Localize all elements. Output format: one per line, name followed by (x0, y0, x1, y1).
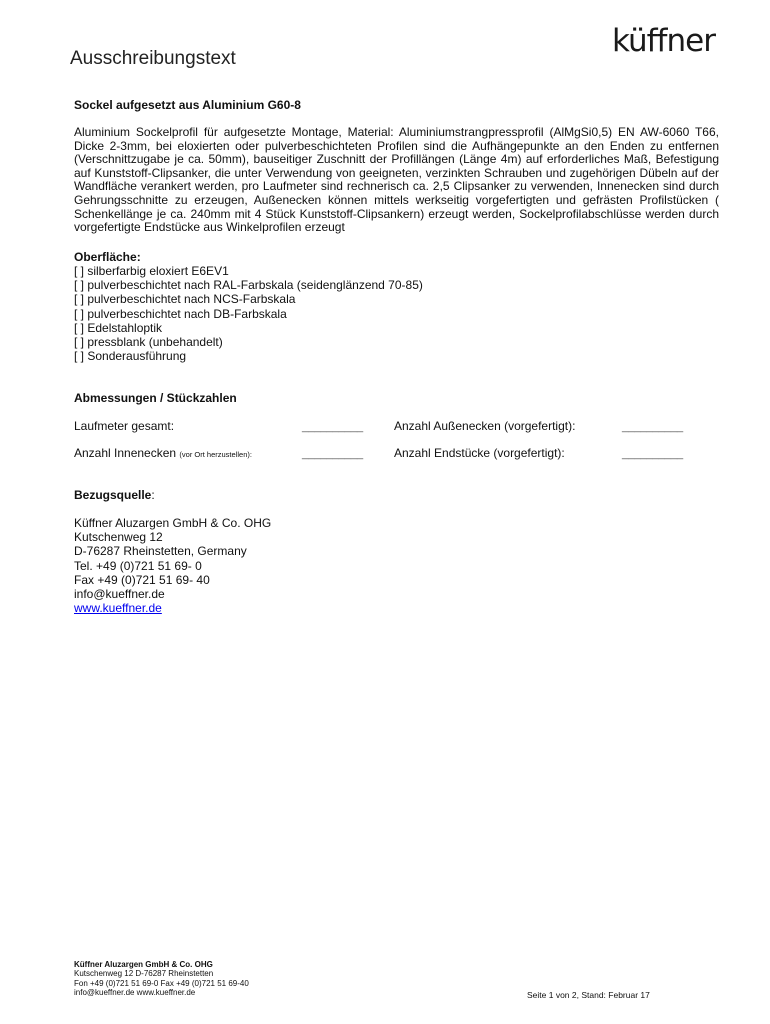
supplier-heading (74, 488, 155, 502)
supplier-company: Küffner Aluzargen GmbH & Co. OHG (74, 516, 272, 530)
innenecken-label (74, 446, 252, 460)
surface-heading: Oberfläche: (74, 250, 141, 264)
dimensions-heading: Abmessungen / Stückzahlen (74, 391, 237, 405)
footer-phone: Fon +49 (0)721 51 69-0 Fax +49 (0)721 51 69-40 (74, 978, 249, 988)
supplier-city: D-76287 Rheinstetten, Germany (74, 544, 247, 559)
page-title: Ausschreibungstext (70, 48, 236, 69)
surface-option: [ ] Edelstahloptik (74, 320, 163, 335)
supplier-fax: Fax +49 (0)721 51 69- 40 (74, 572, 210, 587)
surface-option: [ ] silberfarbig eloxiert E6EV1 (74, 264, 229, 278)
supplier-email: info@kueffner.de (74, 587, 165, 602)
surface-option: [ ] pulverbeschichtet nach DB-Farbskala (74, 306, 287, 321)
page-number: Seite 1 von 2, Stand: Februar 17 (527, 990, 650, 1000)
description-text: Aluminium Sockelprofil für aufgesetzte Montage, Material: Aluminiumstrangpressprofil (AlMgSi0,5) EN AW-6060 T66, Dicke 2-3mm, bei eloxierten oder pulverbeschichteten Profilen sind die Aufhängepunkte an den Enden zu entfernen (Verschnittzugabe je ca. 50mm), bauseitiger Zuschnitt der Profillängen (Länge 4m) auf erforderliches Maß, Befestigung auf Kunststoff-Clipsanker, die unter Verwendung von geeigneten, verzinkten Schrauben und zugehörigen Dübeln auf der Wandfläche verankert werden, pro Laufmeter sind rechnerisch ca. 2,5 Clipsanker zu verwenden, Innenecken sind durch Gehrungsschnitte zu erzeugen, Außenecken können mittels werkseitig vorgefertigten und gefrästen Profilstücken ( Schenkellänge je ca. 240mm mit 4 Stück Kunststoff-Clipsankern) erzeugt werden, Sockelprofilabschlüsse werden durch vorgefertigte Endstücke aus Winkelprofilen erzeugt (74, 125, 719, 235)
footer-company: Küffner Aluzargen GmbH & Co. OHG (74, 960, 213, 969)
supplier-street: Kutschenweg 12 (74, 530, 163, 545)
innenecken-blank: __________ (302, 448, 364, 460)
supplier-website-link[interactable]: www.kueffner.de (74, 601, 162, 616)
aussenecken-label: Anzahl Außenecken (vorgefertigt): (394, 419, 576, 433)
surface-option: [ ] pulverbeschichtet nach NCS-Farbskala (74, 292, 296, 307)
surface-option: [ ] pulverbeschichtet nach RAL-Farbskala (seidenglänzend 70-85) (74, 278, 423, 293)
supplier-heading-colon: : (151, 488, 155, 502)
innenecken-note: (vor Ort herzustellen): (179, 450, 252, 459)
supplier-address (74, 516, 271, 615)
kueffner-logo: küffner (612, 23, 715, 59)
supplier-heading-text: Bezugsquelle (74, 488, 152, 502)
laufmeter-blank: __________ (302, 421, 364, 433)
footer-contact: info@kueffner.de www.kueffner.de (74, 988, 196, 998)
product-heading: Sockel aufgesetzt aus Aluminium G60-8 (74, 98, 301, 112)
supplier-tel: Tel. +49 (0)721 51 69- 0 (74, 558, 202, 573)
laufmeter-label: Laufmeter gesamt: (74, 419, 175, 433)
surface-option: [ ] Sonderausführung (74, 349, 187, 364)
page-footer (74, 960, 249, 998)
aussenecken-blank: __________ (622, 421, 684, 433)
endstuecke-blank: __________ (622, 448, 684, 460)
surface-option: [ ] pressblank (unbehandelt) (74, 335, 223, 350)
footer-address: Kutschenweg 12 D-76287 Rheinstetten (74, 969, 214, 979)
surface-options-list (74, 264, 423, 363)
endstuecke-label: Anzahl Endstücke (vorgefertigt): (394, 446, 565, 460)
innenecken-label-text: Anzahl Innenecken (74, 446, 177, 460)
